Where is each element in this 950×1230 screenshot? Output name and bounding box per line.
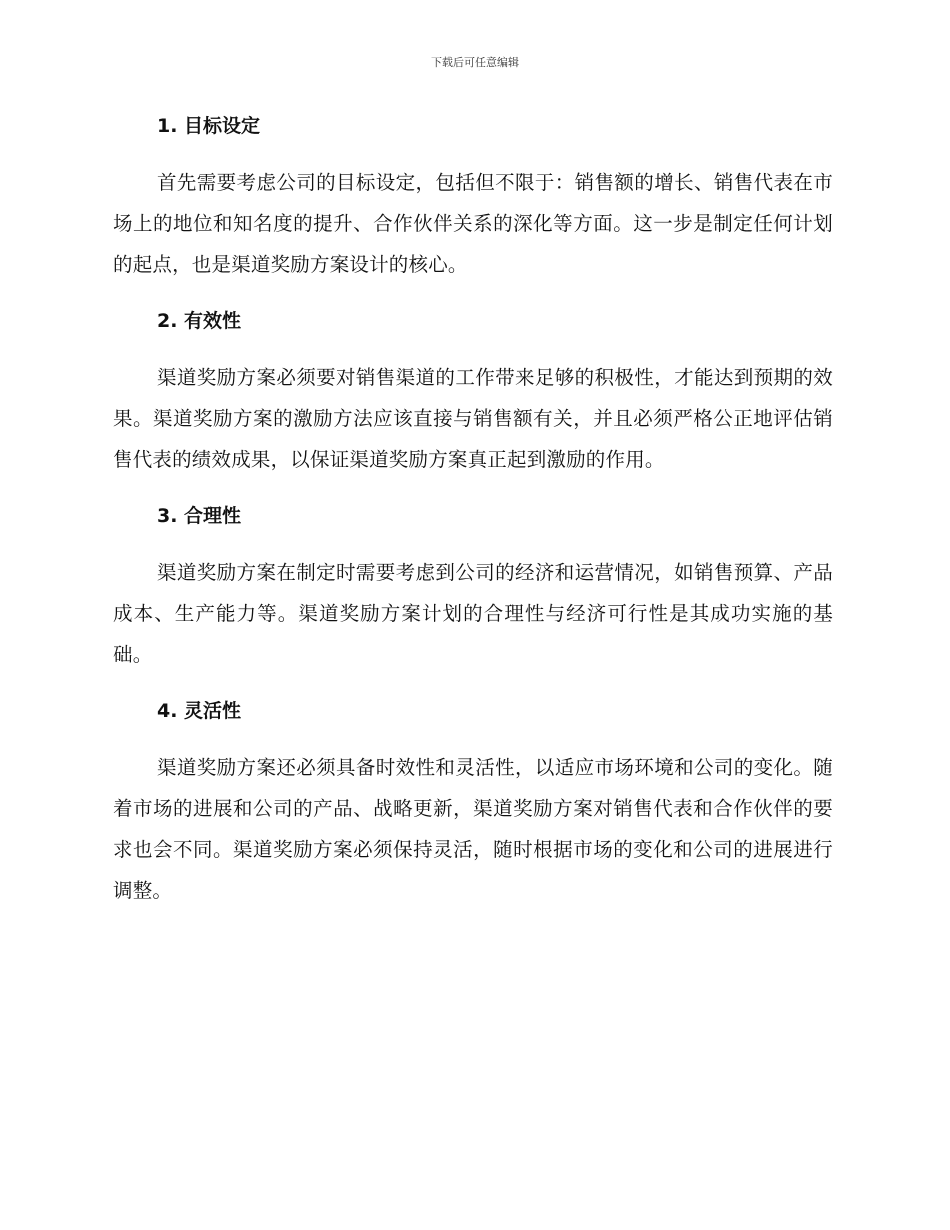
section-2	[113, 299, 833, 480]
section-paragraph: 渠道奖励方案必须要对销售渠道的工作带来足够的积极性，才能达到预期的效果。渠道奖励方案的激励方法应该直接与销售额有关，并且必须严格公正地评估销售代表的绩效成果，以保证渠道奖励方案真正起到激励的作用。	[113, 366, 833, 471]
page-header: 下载后可任意编辑	[431, 56, 519, 69]
section-paragraph: 首先需要考虑公司的目标设定，包括但不限于：销售额的增长、销售代表在市场上的地位和知名度的提升、合作伙伴关系的深化等方面。这一步是制定任何计划的起点，也是渠道奖励方案设计的核心。	[113, 171, 833, 276]
section-paragraph: 渠道奖励方案还必须具备时效性和灵活性，以适应市场环境和公司的变化。随着市场的进展和公司的产品、战略更新，渠道奖励方案对销售代表和合作伙伴的要求也会不同。渠道奖励方案必须保持灵活，随时根据市场的变化和公司的进展进行调整。	[113, 756, 833, 902]
section-1	[113, 104, 833, 285]
section-heading: 2. 有效性	[157, 310, 242, 332]
document-body	[113, 104, 833, 911]
section-paragraph: 渠道奖励方案在制定时需要考虑到公司的经济和运营情况，如销售预算、产品成本、生产能力等。渠道奖励方案计划的合理性与经济可行性是其成功实施的基础。	[113, 561, 833, 666]
section-4	[113, 689, 833, 911]
section-heading: 3. 合理性	[157, 505, 242, 527]
section-heading: 4. 灵活性	[157, 700, 242, 722]
section-heading: 1. 目标设定	[157, 115, 261, 137]
section-3	[113, 494, 833, 675]
